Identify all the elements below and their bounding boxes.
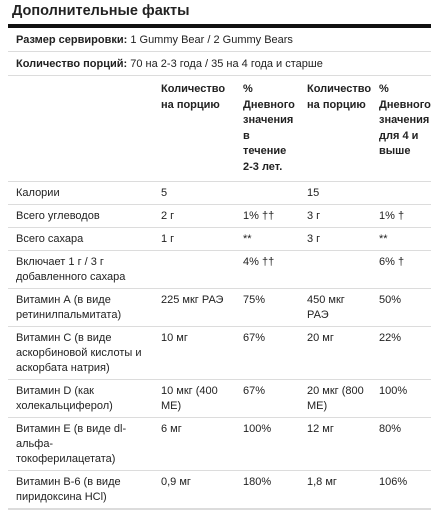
- amount-2-3-cell: [153, 251, 235, 289]
- amount-4plus-cell: 3 г: [299, 205, 371, 228]
- servings-count-label: Количество порций:: [16, 58, 128, 70]
- servings-count-row: [8, 52, 431, 76]
- amount-4plus-cell: 15: [299, 182, 371, 205]
- table-row: [8, 380, 431, 418]
- nutrient-name-cell: Витамин D (как холекальциферол): [8, 380, 153, 418]
- dv-2-3-cell: 100%: [235, 418, 299, 471]
- amount-4plus-cell: [299, 251, 371, 289]
- amount-2-3-cell: 10 мг: [153, 327, 235, 380]
- amount-2-3-cell: 225 мкг РАЭ: [153, 289, 235, 327]
- dv-2-3-cell: [235, 182, 299, 205]
- dv-4plus-cell: 50%: [371, 289, 431, 327]
- panel-title: Дополнительные факты: [8, 0, 431, 28]
- nutrient-name-cell: Включает 1 г / 3 г добавленного сахара: [8, 251, 153, 289]
- nutrient-name-cell: Витамин Е (в виде dl-альфа-токоферилацетата): [8, 418, 153, 471]
- header-amount-2-3: Количество на порцию: [153, 76, 235, 182]
- facts-body: [8, 182, 431, 509]
- table-row: [8, 228, 431, 251]
- serving-size-value: 1 Gummy Bear / 2 Gummy Bears: [127, 34, 293, 46]
- table-header-row: [8, 76, 431, 182]
- table-row: [8, 327, 431, 380]
- dv-4plus-cell: 80%: [371, 418, 431, 471]
- nutrient-name-cell: Витамин С (в виде аскорбиновой кислоты и аскорбата натрия): [8, 327, 153, 380]
- header-dv-4plus: % Дневного значения для 4 и выше: [371, 76, 431, 182]
- amount-2-3-cell: 1 г: [153, 228, 235, 251]
- amount-2-3-cell: 5: [153, 182, 235, 205]
- dv-4plus-cell: 1% †: [371, 205, 431, 228]
- amount-2-3-cell: 10 мкг (400 МЕ): [153, 380, 235, 418]
- dv-4plus-cell: 106%: [371, 471, 431, 509]
- amount-2-3-cell: 2 г: [153, 205, 235, 228]
- dv-4plus-cell: [371, 182, 431, 205]
- dv-4plus-cell: 22%: [371, 327, 431, 380]
- table-row: [8, 205, 431, 228]
- amount-4plus-cell: 20 мг: [299, 327, 371, 380]
- table-row: [8, 289, 431, 327]
- table-row: [8, 182, 431, 205]
- nutrient-name-cell: Витамин В-6 (в виде пиридоксина HCl): [8, 471, 153, 509]
- serving-size-label: Размер сервировки:: [16, 34, 128, 46]
- dv-2-3-cell: 67%: [235, 380, 299, 418]
- dv-2-3-cell: **: [235, 228, 299, 251]
- servings-count-value: 70 на 2-3 года / 35 на 4 года и старше: [127, 58, 323, 70]
- table-row: [8, 251, 431, 289]
- header-dv-2-3: % Дневного значения в течение 2-3 лет.: [235, 76, 299, 182]
- dv-4plus-cell: **: [371, 228, 431, 251]
- amount-4plus-cell: 1,8 мг: [299, 471, 371, 509]
- header-amount-4plus: Количество на порцию: [299, 76, 371, 182]
- dv-2-3-cell: 67%: [235, 327, 299, 380]
- dv-2-3-cell: 75%: [235, 289, 299, 327]
- nutrient-name-cell: Всего сахара: [8, 228, 153, 251]
- amount-2-3-cell: 6 мг: [153, 418, 235, 471]
- amount-4plus-cell: 3 г: [299, 228, 371, 251]
- supplement-facts-panel: [8, 0, 431, 510]
- facts-table: [8, 76, 431, 509]
- amount-4plus-cell: 20 мкг (800 МЕ): [299, 380, 371, 418]
- nutrient-name-cell: Всего углеводов: [8, 205, 153, 228]
- dv-2-3-cell: 180%: [235, 471, 299, 509]
- amount-4plus-cell: 12 мг: [299, 418, 371, 471]
- amount-4plus-cell: 450 мкг РАЭ: [299, 289, 371, 327]
- amount-2-3-cell: 0,9 мг: [153, 471, 235, 509]
- dv-2-3-cell: 1% ††: [235, 205, 299, 228]
- header-cell-empty: [8, 76, 153, 182]
- dv-4plus-cell: 6% †: [371, 251, 431, 289]
- nutrient-name-cell: Калории: [8, 182, 153, 205]
- dv-2-3-cell: 4% ††: [235, 251, 299, 289]
- table-row: [8, 418, 431, 471]
- dv-4plus-cell: 100%: [371, 380, 431, 418]
- serving-size-row: [8, 28, 431, 52]
- table-row: [8, 471, 431, 509]
- nutrient-name-cell: Витамин А (в виде ретинилпальмитата): [8, 289, 153, 327]
